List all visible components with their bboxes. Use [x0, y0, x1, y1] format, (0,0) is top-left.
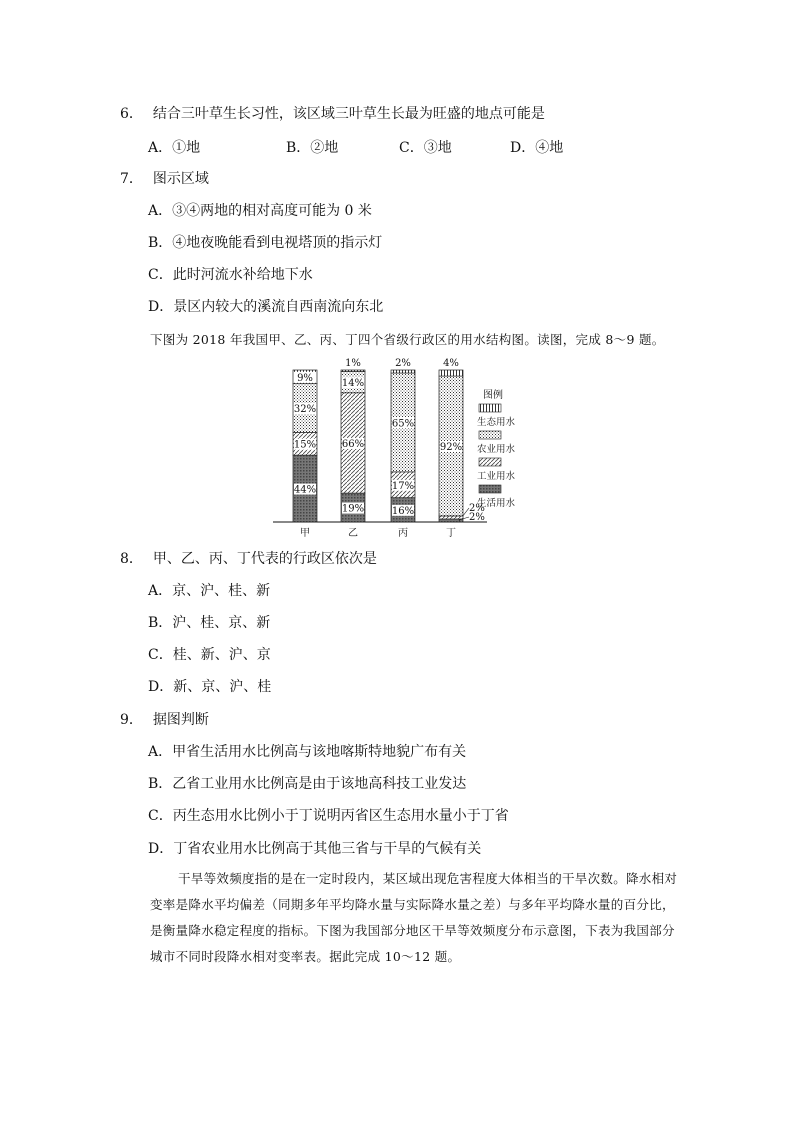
bar-3-1	[439, 516, 463, 519]
q6-stem	[120, 105, 545, 123]
bar-label-2-0: 16%	[391, 505, 415, 517]
bar-label-0-3: 9%	[297, 372, 313, 384]
q8-option-c[interactable]: C．桂、新、沪、京	[148, 647, 271, 663]
q9-option-c[interactable]: C．丙生态用水比例小于丁说明丙省区生态用水量小于丁省	[148, 808, 509, 824]
bar-label-3-0: 2%	[469, 503, 485, 514]
bar-label-2-1: 17%	[391, 480, 415, 492]
q9-option-a[interactable]: A．甲省生活用水比例高与该地喀斯特地貌广布有关	[148, 744, 467, 760]
bar-label-2-3: 2%	[395, 358, 411, 369]
intro-8-9: 下图为 2018 年我国甲、乙、丙、丁四个省级行政区的用水结构图。读图，完成 8～9 题。	[150, 332, 665, 347]
q9-number: 9．	[120, 712, 143, 728]
bar-2-3	[391, 370, 415, 373]
bar-label-0-1: 15%	[293, 439, 317, 451]
chart-bars	[273, 358, 487, 539]
legend-swatch-0	[479, 404, 501, 412]
bar-1-3	[341, 370, 365, 372]
category-label-0: 甲	[300, 528, 310, 539]
legend-label-1: 农业用水	[477, 444, 516, 455]
q7-option-b[interactable]: B．④地夜晚能看到电视塔顶的指示灯	[148, 235, 383, 251]
q8-option-d[interactable]: D．新、京、沪、桂	[148, 679, 272, 695]
bar-label-1-3: 1%	[345, 358, 361, 369]
bar-3-3	[439, 370, 463, 376]
legend-label-2: 工业用水	[477, 471, 516, 482]
category-label-2: 丙	[398, 528, 408, 539]
legend-swatch-1	[479, 431, 501, 439]
water-use-chart	[255, 350, 535, 540]
q8-text: 甲、乙、丙、丁代表的行政区依次是	[152, 551, 377, 567]
legend-label-0: 生态用水	[477, 417, 516, 428]
q6-option-c[interactable]: C．③地	[399, 140, 452, 156]
q7-option-d[interactable]: D．景区内较大的溪流自西南流向东北	[148, 299, 384, 315]
q6-option-a[interactable]: A．①地	[148, 140, 201, 156]
q8-option-a[interactable]: A．京、沪、桂、新	[148, 583, 271, 599]
q7-text: 图示区域	[152, 171, 209, 187]
bar-label-3-1: 2%	[469, 512, 485, 523]
legend-title: 图例	[483, 390, 503, 401]
q7-stem	[120, 170, 209, 188]
bar-label-2-2: 65%	[391, 418, 415, 430]
q9-stem	[120, 711, 209, 729]
category-label-1: 乙	[348, 528, 358, 539]
legend-swatch-2	[479, 458, 501, 466]
q7-option-c[interactable]: C．此时河流水补给地下水	[148, 267, 313, 283]
q9-text: 据图判断	[152, 712, 209, 728]
category-label-3: 丁	[446, 528, 456, 539]
bar-label-3-3: 4%	[443, 358, 459, 369]
chart-legend	[477, 388, 516, 509]
q7-option-a[interactable]: A．③④两地的相对高度可能为 0 米	[148, 203, 372, 219]
q9-option-b[interactable]: B．乙省工业用水比例高是由于该地高科技工业发达	[148, 776, 467, 792]
q9-option-d[interactable]: D．丁省农业用水比例高于其他三省与干旱的气候有关	[148, 841, 482, 857]
q7-number: 7．	[120, 171, 143, 187]
bar-label-1-2: 14%	[341, 378, 365, 390]
q6-option-d[interactable]: D．④地	[510, 140, 564, 156]
q6-options	[148, 137, 708, 155]
q6-option-b[interactable]: B．②地	[286, 140, 339, 156]
q6-number: 6．	[120, 106, 143, 122]
intro-10-12: 干旱等效频度指的是在一定时段内，某区域出现危害程度大体相当的干旱次数。降水相对变率是降水平均偏差（同期多年平均降水量与实际降水量之差）与多年平均降水量的百分比，是衡量降水稳定程度的指标。下图为我国部分地区干旱等效频度分布示意图，下表为我国部分城市不同时段降水相对变率表。据此完成 10～12 题。	[150, 871, 678, 964]
legend-swatch-3	[479, 485, 501, 493]
bar-label-3-2: 92%	[439, 442, 463, 453]
q8-option-b[interactable]: B．沪、桂、京、新	[148, 615, 271, 631]
q8-stem	[120, 550, 377, 568]
q8-number: 8．	[120, 551, 143, 567]
q6-text: 结合三叶草生长习性，该区域三叶草生长最为旺盛的地点可能是	[152, 106, 545, 122]
bar-label-1-0: 19%	[341, 503, 365, 515]
bar-label-0-0: 44%	[293, 484, 317, 496]
bar-label-0-2: 32%	[293, 404, 317, 415]
legend-label-3: 生活用水	[477, 498, 516, 509]
bar-label-1-1: 66%	[341, 438, 365, 450]
